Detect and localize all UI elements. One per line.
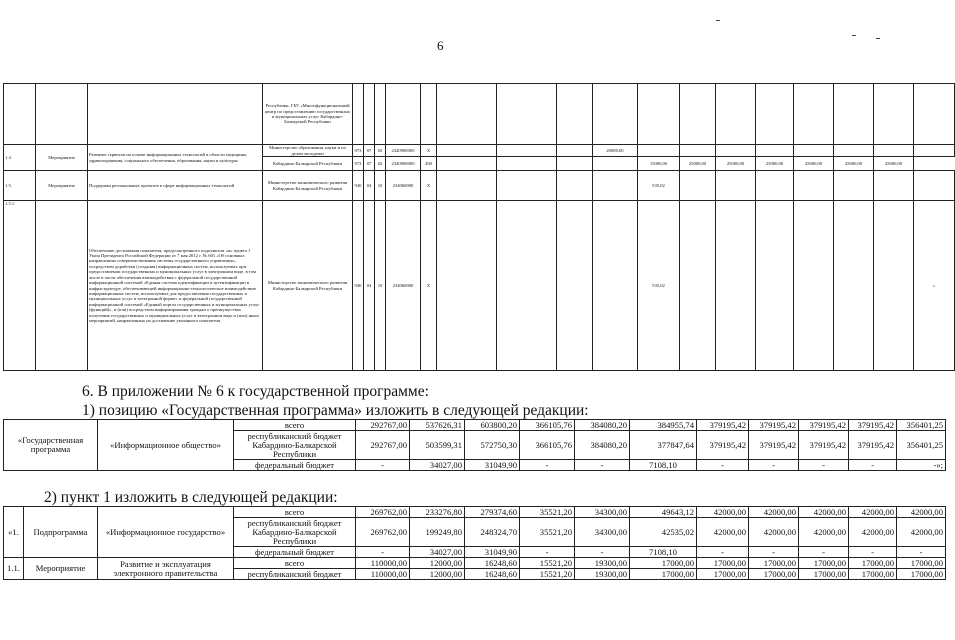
- section-heading: 6. В приложении № 6 к государственной программе:: [82, 383, 429, 400]
- program-table: [3, 419, 946, 471]
- table-row: [4, 84, 955, 145]
- measures-table: [3, 83, 955, 371]
- table-row: 1.4 Мероприятие Развитие сервисов на основе информационных технологий в области медицины, здравоохранения, социального обеспечения, образования, науки и культуры Министерство образования, науки и по делам молодежи 973 07 02 2340900000 X 20000,00: [4, 145, 955, 157]
- table-row: Кабардино-Балкарской Республики 973 07 02 2340900000 200 15000,00 25000,00 25000,00 25000,00 25000,00 25000,00 25000,00: [4, 157, 955, 171]
- table-row: 1.5. Мероприятие Поддержка региональных проектов в сфере информационных технологий Министерство экономического развития Кабардино-Балкарской Республики 940 04 10 234060000 X 535,02: [4, 171, 955, 201]
- page-number: 6: [437, 38, 444, 53]
- table-row: республиканский бюджет Кабардино-Балкарской Республики 292767,00 503599,31 572750,30 366105,76 384080,20 377847,64 379195,42 379195,42 379195,42 379195,42 356401,25: [4, 431, 946, 460]
- table-row: 1.1. Мероприятие Развитие и эксплуатация электронного правительства всего 110000,00 12000,00 16248,60 15521,20 19300,00 17000,00 17000,00 17000,00 17000,00 17000,00 17000,00: [4, 558, 946, 569]
- scan-mark: [852, 35, 856, 36]
- table-row: «1. Подпрограмма «Информационное государство» всего 269762,00 233276,80 279374,60 35521,20 34300,00 49643,12 42000,00 42000,00 42000,00 42000,00 42000,00: [4, 507, 946, 518]
- scan-mark: [876, 38, 880, 39]
- table-row: «Государственная программа «Информационное общество» всего 292767,00 537626,31 603800,20 366105,76 384080,20 384955,74 379195,42 379195,42 379195,42 379195,42 356401,25: [4, 420, 946, 431]
- table-row: федеральный бюджет - 34027,00 31049,90 - - 7108,10 - - - - -: [4, 547, 946, 558]
- table-row: 1.5.1. Обеспечение достижения показателя, предусмотренного подпунктом «в» пункта 1 Указа Президента Российской Федерации от 7 мая 2012 г. № 601 «Об основных направлениях совершенствования системы государственного управления», посредством доработки (создания) информационных систем, используемых при предоставлении государственных и муниципальных услуг в электронном виде, в том числе в части обеспечения взаимодействия с федеральной государственной информационной системой «Единая система идентификации и аутентификации в инфраструктуре, обеспечивающей информационно-технологическое взаимодействие информационных систем, используемых для предоставления государственных и муниципальных услуг в электронной форме» и федеральной государственной информационной системой «Единый портал государственных и муниципальных услуг (функций)», и (или) посредством информирования граждан о преимуществах получения государственных и муниципальных услуг в электронном виде и (или) иных мероприятий, направленных на достижение указанного показателя Министерство экономического развития Кабардино-Балкарской Республики 940 04 10 234060000 X 535,02 «: [4, 201, 955, 371]
- item-heading-2: 2) пункт 1 изложить в следующей редакции:: [44, 489, 338, 506]
- org-cell: Республики, ГБУ «Многофункциональный центр по предоставлению государственных и муниципальных услуг Кабардино-Балкарской Республики: [263, 84, 353, 145]
- table-row: республиканский бюджет 110000,00 12000,00 16248,60 15521,20 19300,00 17000,00 17000,00 17000,00 17000,00 17000,00 17000,00: [4, 569, 946, 580]
- subprogram-table: [3, 506, 946, 580]
- item-heading-1: 1) позицию «Государственная программа» изложить в следующей редакции:: [82, 402, 589, 419]
- scan-mark: [716, 20, 720, 21]
- table-row: республиканский бюджет Кабардино-Балкарской Республики 269762,00 199249,80 248324,70 35521,20 34300,00 42535,02 42000,00 42000,00 42000,00 42000,00 42000,00: [4, 518, 946, 547]
- table-row: федеральный бюджет - 34027,00 31049,90 - - 7108,10 - - - - -»;: [4, 460, 946, 471]
